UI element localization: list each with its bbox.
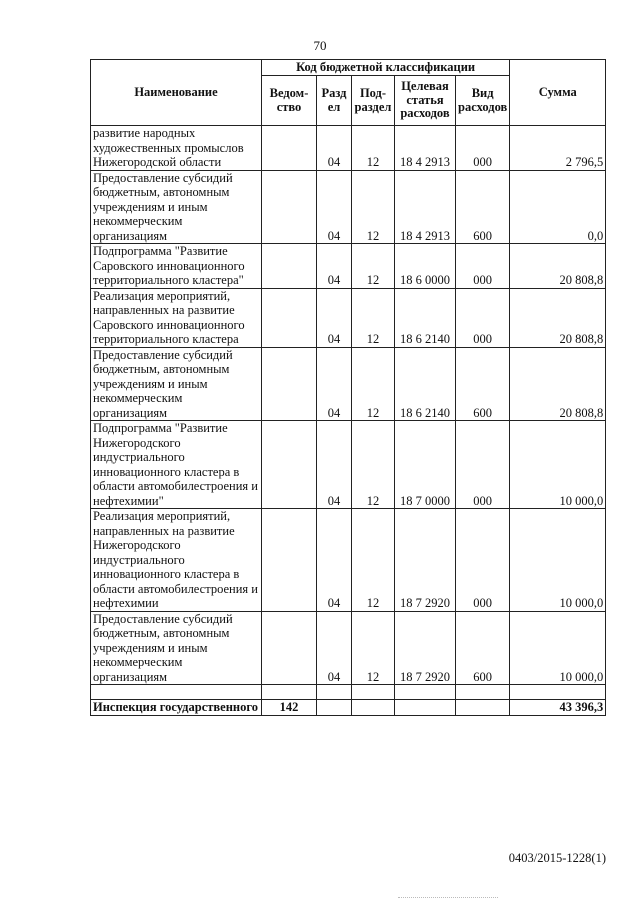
row-target-article: 18 4 2913 [395,170,456,244]
table-row [91,611,606,685]
row-sum: 10 000,0 [510,509,606,612]
row-expense-type: 000 [456,288,510,347]
row-expense-type: 600 [456,611,510,685]
row-section: 04 [317,244,352,289]
row-department [262,288,317,347]
row-department [262,347,317,421]
row-subsection: 12 [352,347,395,421]
row-department [262,509,317,612]
row-name: Подпрограмма "Развитие Нижегородского индустриального инновационного кластера в области автомобилестроения и нефтехимии" [91,421,262,509]
table-row [91,288,606,347]
row-department [262,244,317,289]
row-sum: 0,0 [510,170,606,244]
row-section: 04 [317,509,352,612]
row-section [317,700,352,716]
row-subsection: 12 [352,244,395,289]
row-sum: 10 000,0 [510,611,606,685]
row-expense-type: 000 [456,509,510,612]
spacer-cell [262,685,317,700]
table-row [91,244,606,289]
header-row-group [91,60,606,76]
row-subsection: 12 [352,288,395,347]
header-section: Разд ел [317,76,352,126]
row-subsection: 12 [352,170,395,244]
table-row [91,170,606,244]
table-row [91,509,606,612]
spacer-cell [352,685,395,700]
row-subsection: 12 [352,509,395,612]
header-target-article: Целевая статья расходов [395,76,456,126]
row-section: 04 [317,288,352,347]
table-row-inspection [91,700,606,716]
row-department [262,611,317,685]
row-sum: 20 808,8 [510,288,606,347]
row-department [262,126,317,171]
row-name: Реализация мероприятий, направленных на развитие Саровского инновационного территориального кластера [91,288,262,347]
header-expense-type: Вид расходов [456,76,510,126]
row-name: Подпрограмма "Развитие Саровского инновационного территориального кластера" [91,244,262,289]
row-expense-type: 000 [456,126,510,171]
row-name: развитие народных художественных промыслов Нижегородской области [91,126,262,171]
row-section: 04 [317,611,352,685]
scan-artifact [398,897,498,902]
row-target-article: 18 6 2140 [395,288,456,347]
row-expense-type: 000 [456,244,510,289]
row-expense-type: 000 [456,421,510,509]
page-number: 70 [313,38,327,53]
spacer-cell [91,685,262,700]
row-expense-type [456,700,510,716]
header-department: Ведом-ство [262,76,317,126]
budget-classification-table [90,59,606,716]
row-section: 04 [317,347,352,421]
row-department [262,170,317,244]
row-name: Инспекция государственного [91,700,262,716]
row-expense-type: 600 [456,170,510,244]
row-subsection: 12 [352,611,395,685]
row-target-article: 18 6 0000 [395,244,456,289]
row-section: 04 [317,126,352,171]
row-section: 04 [317,421,352,509]
spacer-cell [456,685,510,700]
row-department: 142 [262,700,317,716]
row-sum: 20 808,8 [510,347,606,421]
row-name: Предоставление субсидий бюджетным, автономным учреждениям и иным некоммерческим организациям [91,170,262,244]
row-expense-type: 600 [456,347,510,421]
spacer-cell [317,685,352,700]
row-target-article: 18 6 2140 [395,347,456,421]
row-subsection [352,700,395,716]
row-target-article [395,700,456,716]
row-sum: 20 808,8 [510,244,606,289]
row-section: 04 [317,170,352,244]
row-name: Предоставление субсидий бюджетным, автономным учреждениям и иным некоммерческим организациям [91,347,262,421]
row-name: Реализация мероприятий, направленных на развитие Нижегородского индустриального инновационного кластера в области автомобилестроения и нефтехимии [91,509,262,612]
header-name: Наименование [91,60,262,126]
row-sum: 10 000,0 [510,421,606,509]
header-budget-classification-code: Код бюджетной классификации [262,60,510,76]
row-target-article: 18 7 2920 [395,611,456,685]
row-target-article: 18 7 0000 [395,421,456,509]
header-sum: Сумма [510,60,606,126]
table-row [91,421,606,509]
header-subsection: Под-раздел [352,76,395,126]
row-department [262,421,317,509]
row-name: Предоставление субсидий бюджетным, автономным учреждениям и иным некоммерческим организациям [91,611,262,685]
table-row [91,126,606,171]
row-target-article: 18 7 2920 [395,509,456,612]
document-code: 0403/2015-1228(1) [508,851,606,865]
row-subsection: 12 [352,126,395,171]
row-sum: 2 796,5 [510,126,606,171]
spacer-cell [395,685,456,700]
row-subsection: 12 [352,421,395,509]
row-sum: 43 396,3 [510,700,606,716]
table-row [91,347,606,421]
row-target-article: 18 4 2913 [395,126,456,171]
spacer-cell [510,685,606,700]
spacer-row [91,685,606,700]
